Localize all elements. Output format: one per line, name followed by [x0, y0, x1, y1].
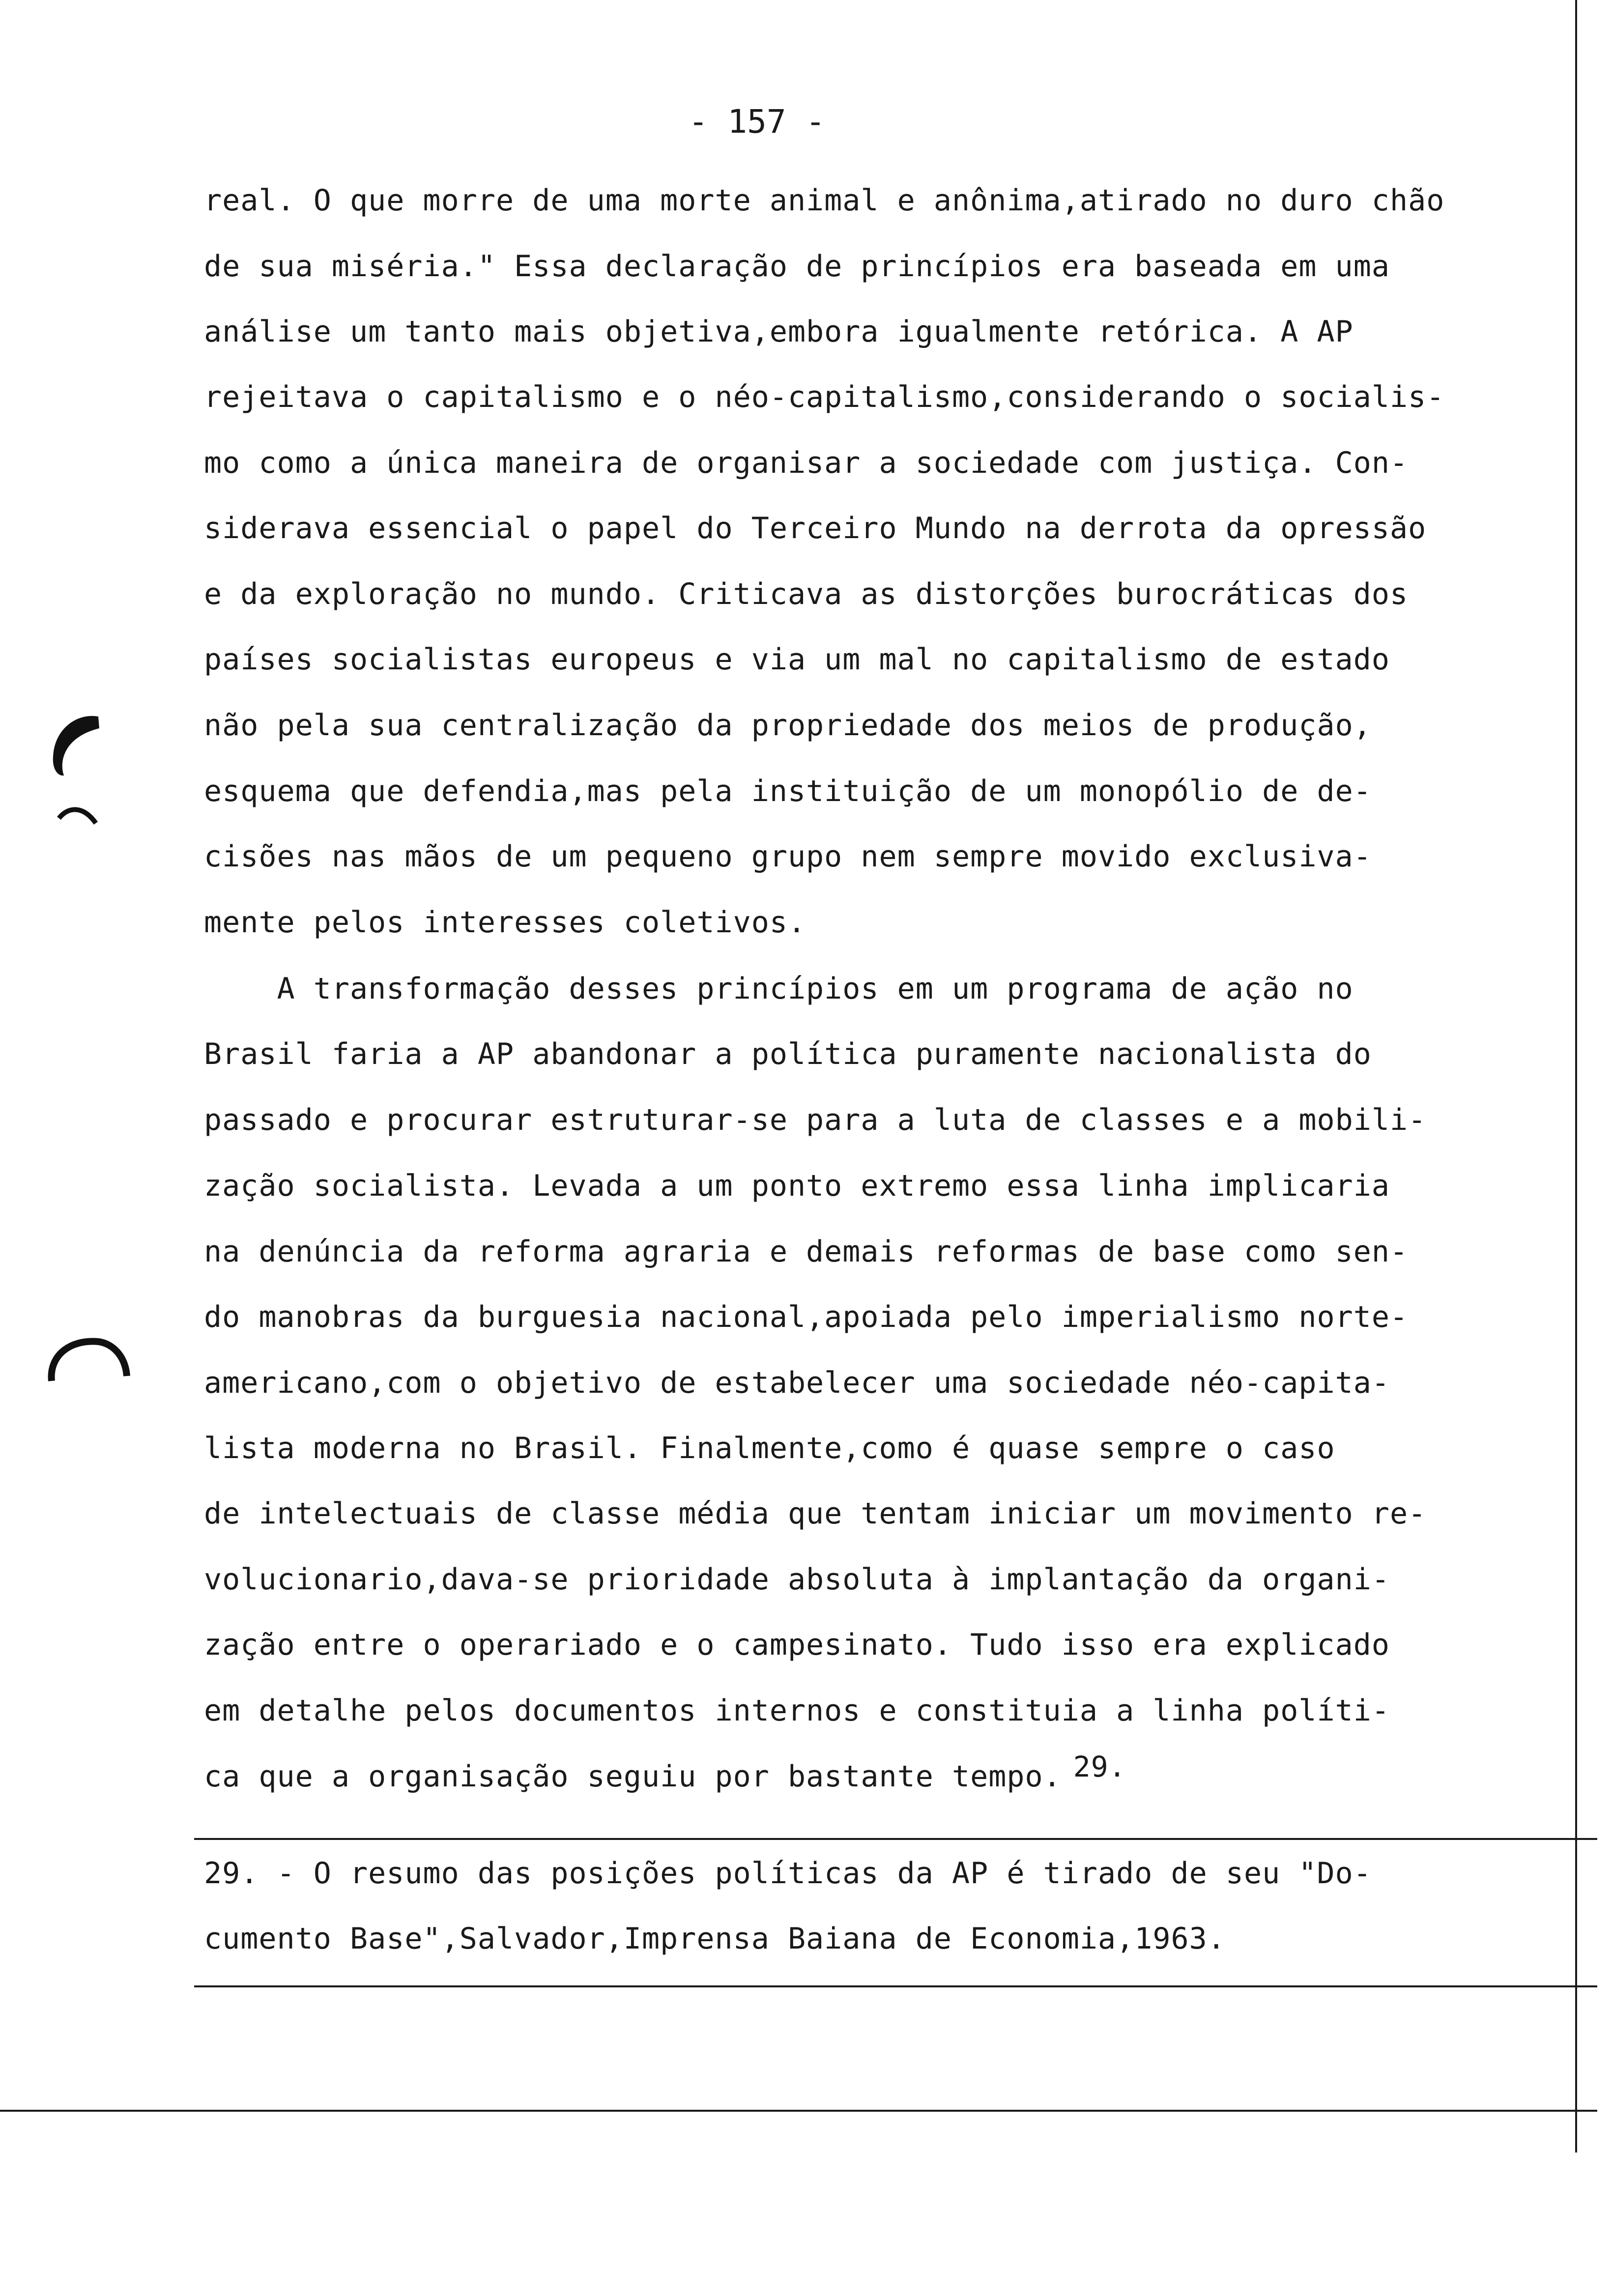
body-line: de intelectuais de classe média que tentam iniciar um movimento re-: [204, 1496, 1427, 1531]
page-number: - 157 -: [688, 103, 826, 141]
body-line: passado e procurar estruturar-se para a luta de classes e a mobili-: [204, 1103, 1427, 1137]
body-line: não pela sua centralização da propriedade dos meios de produção,: [204, 708, 1372, 743]
body-line: Brasil faria a AP abandonar a política puramente nacionalista do: [204, 1037, 1372, 1071]
body-line: zação entre o operariado e o campesinato. Tudo isso era explicado: [204, 1628, 1390, 1662]
body-line: lista moderna no Brasil. Finalmente,como é quase sempre o caso: [204, 1431, 1335, 1465]
scan-bottom-border: [0, 2110, 1597, 2112]
scan-right-border: [1575, 0, 1577, 2152]
punch-hole-mark-icon: [39, 1322, 138, 1396]
body-line: volucionario,dava-se prioridade absoluta à implantação da organi-: [204, 1562, 1390, 1597]
footnote-reference: 29.: [1073, 1750, 1126, 1783]
body-line: esquema que defendia,mas pela instituição de um monopólio de de-: [204, 774, 1372, 808]
footnote-separator-bottom: [194, 1985, 1597, 1987]
body-line: em detalhe pelos documentos internos e constituia a linha políti-: [204, 1693, 1390, 1728]
body-line: mente pelos interesses coletivos.: [204, 905, 806, 940]
body-line: análise um tanto mais objetiva,embora igualmente retórica. A AP: [204, 315, 1353, 349]
body-line: e da exploração no mundo. Criticava as distorções burocráticas dos: [204, 577, 1409, 611]
body-line: [204, 1750, 1126, 1794]
body-line: real. O que morre de uma morte animal e anônima,atirado no duro chão: [204, 183, 1445, 218]
body-line: zação socialista. Levada a um ponto extremo essa linha implicaria: [204, 1169, 1390, 1203]
body-line: do manobras da burguesia nacional,apoiada pelo imperialismo norte-: [204, 1300, 1409, 1334]
footnote-line: 29. - O resumo das posições políticas da AP é tirado de seu "Do-: [204, 1856, 1372, 1891]
body-line-text: ca que a organisação seguiu por bastante tempo.: [204, 1759, 1062, 1794]
binder-mark-icon: [34, 708, 113, 855]
body-line: países socialistas europeus e via um mal no capitalismo de estado: [204, 642, 1390, 677]
body-line: de sua miséria." Essa declaração de princípios era baseada em uma: [204, 249, 1390, 284]
body-line: mo como a única maneira de organisar a sociedade com justiça. Con-: [204, 446, 1409, 480]
body-line: americano,com o objetivo de estabelecer uma sociedade néo-capita-: [204, 1366, 1390, 1400]
body-line: siderava essencial o papel do Terceiro Mundo na derrota da opressão: [204, 511, 1427, 545]
body-line: rejeitava o capitalismo e o néo-capitalismo,considerando o socialis-: [204, 380, 1445, 414]
footnote-line: cumento Base",Salvador,Imprensa Baiana de Economia,1963.: [204, 1922, 1226, 1956]
footnote-separator-top: [194, 1838, 1597, 1840]
body-line: A transformação desses princípios em um programa de ação no: [204, 972, 1353, 1006]
body-line: cisões nas mãos de um pequeno grupo nem sempre movido exclusiva-: [204, 839, 1372, 874]
body-line: na denúncia da reforma agraria e demais reformas de base como sen-: [204, 1234, 1409, 1269]
